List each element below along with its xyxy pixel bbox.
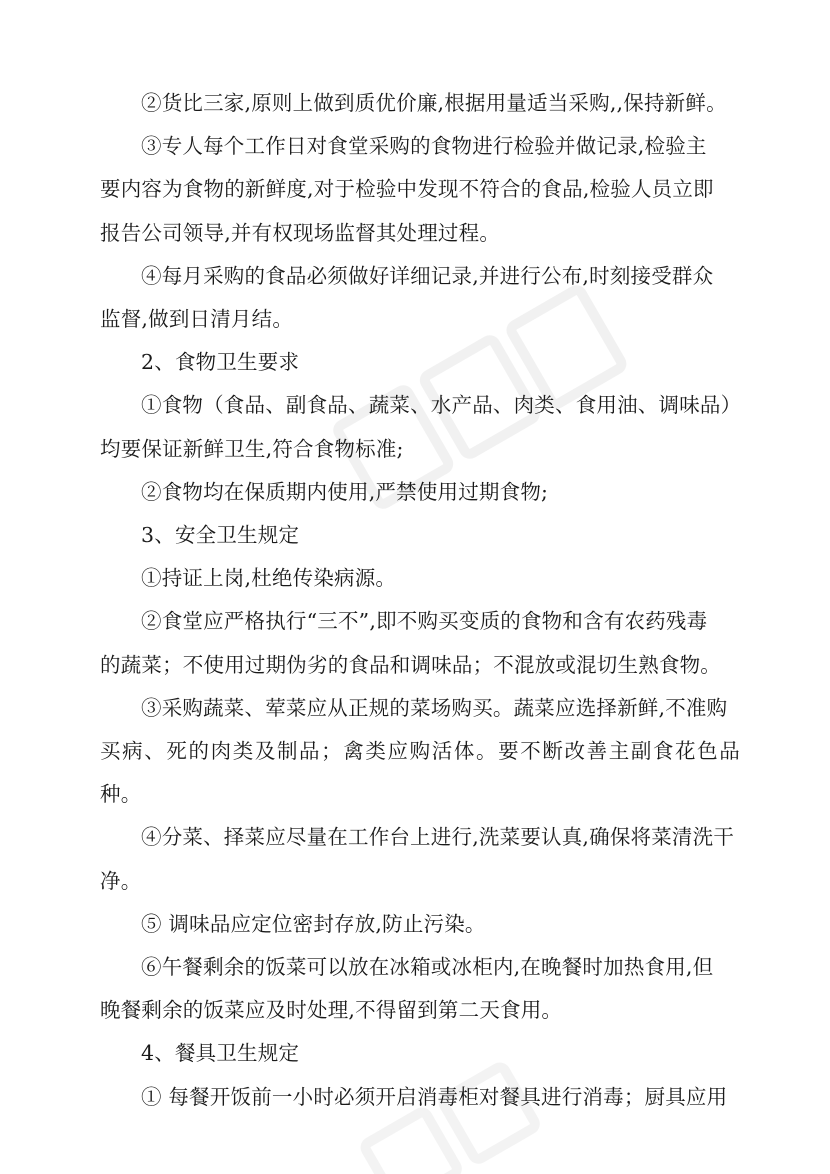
document-body (100, 82, 740, 1119)
text-line: 监督,做到日清月结。 (100, 307, 294, 332)
text-line: 的蔬菜；不使用过期伪劣的食品和调味品；不混放或混切生熟食物。 (100, 652, 721, 677)
text-line: 4、餐具卫生规定 (141, 1041, 300, 1066)
text-line: ①持证上岗,杜绝传染病源。 (141, 566, 397, 591)
text-line: ①食物（食品、副食品、蔬菜、水产品、肉类、食用油、调味品） (141, 393, 742, 418)
text-line: 均要保证新鲜卫生,符合食物标准; (100, 436, 404, 461)
text-line: ②货比三家,原则上做到质优价廉,根据用量适当采购,,保持新鲜。 (141, 91, 727, 115)
text-line: ③专人每个工作日对食堂采购的食物进行检验并做记录,检验主 (141, 134, 707, 159)
text-line: ① 每餐开饭前一小时必须开启消毒柜对餐具进行消毒；厨具应用 (141, 1084, 728, 1109)
text-line: 3、安全卫生规定 (141, 523, 300, 548)
text-line: ②食堂应严格执行“三不”,即不购买变质的食物和含有农药残毒 (141, 609, 708, 634)
text-line: ④分菜、择菜应尽量在工作台上进行,洗菜要认真,确保将菜清洗干 (141, 825, 735, 850)
text-line: ③采购蔬菜、荤菜应从正规的菜场购买。蔬菜应选择新鲜,不准购 (141, 695, 728, 720)
text-line: 晚餐剩余的饭菜应及时处理,不得留到第二天食用。 (100, 998, 563, 1023)
text-line: 要内容为食物的新鲜度,对于检验中发现不符合的食品,检验人员立即 (100, 177, 714, 202)
text-line: 报告公司领导,并有权现场监督其处理过程。 (100, 220, 501, 245)
text-line: 买病、死的肉类及制品；禽类应购活体。要不断改善主副食花色品种。 (100, 739, 740, 807)
text-line: ④每月采购的食品必须做好详细记录,并进行公布,时刻接受群众 (141, 263, 714, 288)
text-line: 净。 (100, 868, 142, 893)
text-line: ⑤ 调味品应定位密封存放,防止污染。 (141, 911, 486, 936)
text-line: ②食物均在保质期内使用,严禁使用过期食物; (141, 479, 549, 504)
text-line: ⑥午餐剩余的饭菜可以放在冰箱或冰柜内,在晚餐时加热食用,但 (141, 955, 714, 980)
text-line: 2、食物卫生要求 (141, 350, 300, 375)
